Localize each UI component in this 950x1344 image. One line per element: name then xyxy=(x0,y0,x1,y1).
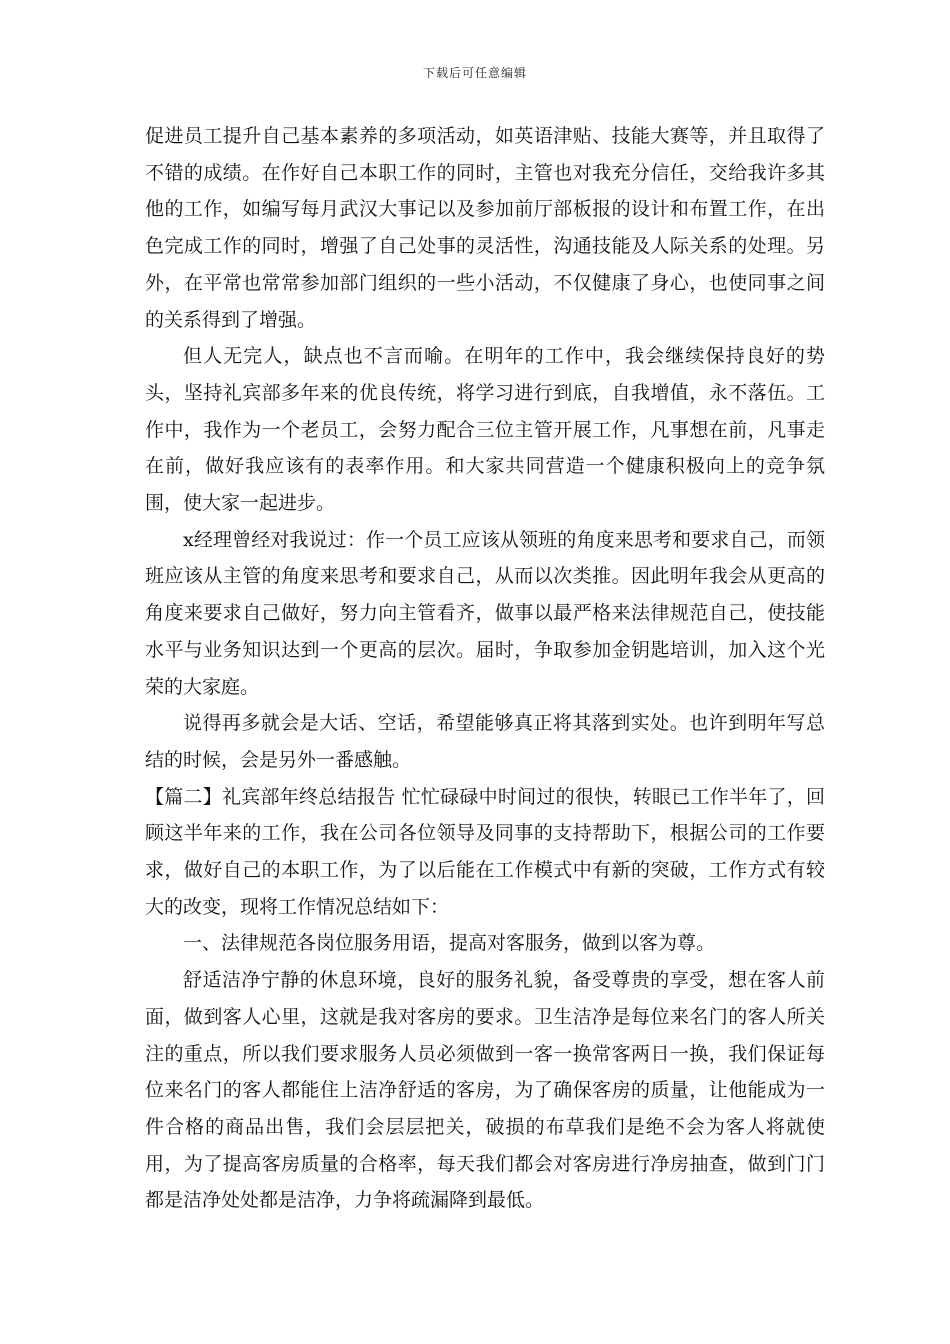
paragraph-closing-remark: 说得再多就会是大话、空话，希望能够真正将其落到实处。也许到明年写总结的时候，会是另外一番感触。 xyxy=(145,712,825,771)
paragraph-shortcomings: 但人无完人，缺点也不言而喻。在明年的工作中，我会继续保持良好的势头，坚持礼宾部多年来的优良传统，将学习进行到底，自我增值，永不落伍。工作中，我作为一个老员工，会努力配合三位主管开展工作，凡事想在前，凡事走在前，做好我应该有的表率作用。和大家共同营造一个健康积极向上的竞争氛围，使大家一起进步。 xyxy=(145,345,825,515)
paragraph-section-two-intro: 【篇二】礼宾部年终总结报告 忙忙碌碌中时间过的很快，转眼已工作半年了，回顾这半年来的工作，我在公司各位领导及同事的支持帮助下，根据公司的工作要求，做好自己的本职工作，为了以后能在工作模式中有新的突破，工作方式有较大的改变，现将工作情况总结如下： xyxy=(145,785,825,918)
paragraph-room-standards: 舒适洁净宁静的休息环境，良好的服务礼貌，备受尊贵的享受，想在客人前面，做到客人心里，这就是我对客房的要求。卫生洁净是每位来名门的客人所关注的重点，所以我们要求服务人员必须做到一客一换常客两日一换，我们保证每位来名门的客人都能住上洁净舒适的客房，为了确保客房的质量，让他能成为一件合格的商品出售，我们会层层把关，破损的布草我们是绝不会为客人将就使用，为了提高客房质量的合格率，每天我们都会对客房进行净房抽查，做到门门都是洁净处处都是洁净，力争将疏漏降到最低。 xyxy=(145,969,825,1212)
paragraph-manager-advice: x经理曾经对我说过：作一个员工应该从领班的角度来思考和要求自己，而领班应该从主管的角度来思考和要求自己，从而以次类推。因此明年我会从更高的角度来要求自己做好，努力向主管看齐，做事以最严格来法律规范自己，使技能水平与业务知识达到一个更高的层次。届时，争取参加金钥匙培训，加入这个光荣的大家庭。 xyxy=(145,528,825,698)
page-header: 下载后可任意编辑 xyxy=(422,66,527,80)
section-heading-one: 一、法律规范各岗位服务用语，提高对客服务，做到以客为尊。 xyxy=(183,932,716,955)
document-body xyxy=(145,118,825,1219)
paragraph-continuation: 促进员工提升自己基本素养的多项活动，如英语津贴、技能大赛等，并且取得了不错的成绩。在作好自己本职工作的同时，主管也对我充分信任，交给我许多其他的工作，如编写每月武汉大事记以及参加前厅部板报的设计和布置工作，在出色完成工作的同时，增强了自己处事的灵活性，沟通技能及人际关系的处理。另外，在平常也常常参加部门组织的一些小活动，不仅健康了身心，也使同事之间的关系得到了增强。 xyxy=(145,125,825,331)
